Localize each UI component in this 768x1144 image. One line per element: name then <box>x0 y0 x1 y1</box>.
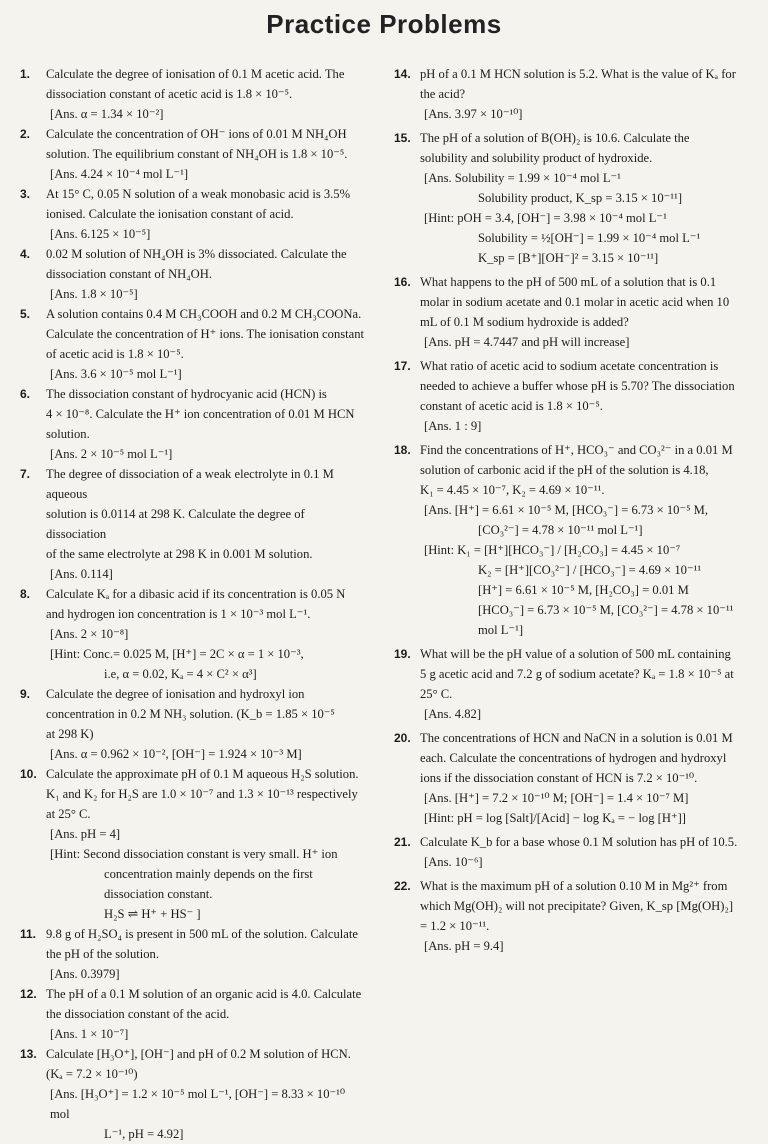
problem-text-line: solution of carbonic acid if the pH of the solution is 4.18, <box>420 463 709 477</box>
problem-text-line: solution. <box>46 427 90 441</box>
problem-item <box>20 1044 365 1144</box>
page-title: Practice Problems <box>266 9 502 39</box>
problem-text-line: The dissociation constant of hydrocyanic acid (HCN) is <box>46 387 327 401</box>
problem-item <box>20 464 365 584</box>
problem-item <box>20 244 365 304</box>
answer-line: [CO₃²⁻] = 4.78 × 10⁻¹¹ mol L⁻¹] <box>478 523 643 537</box>
answer-line: concentration mainly depends on the first dissociation constant. <box>104 867 313 901</box>
answer-line: i.e, α = 0.02, Kₐ = 4 × C² × α³] <box>104 667 257 681</box>
problem-number: 2. <box>20 127 31 141</box>
answer-line: [Ans. 10⁻⁶] <box>424 855 483 869</box>
problem-text-line: constant of acetic acid is 1.8 × 10⁻⁵. <box>420 399 603 413</box>
problem-text-line: dissociation constant of NH₄OH. <box>46 267 212 281</box>
problem-text-line: 9.8 g of H₂SO₄ is present in 500 mL of the solution. Calculate <box>46 927 358 941</box>
problem-number: 10. <box>20 767 37 781</box>
problem-text-line: What ratio of acetic acid to sodium acetate concentration is <box>420 359 719 373</box>
problem-item <box>20 764 365 924</box>
answer-line: Solubility = ½[OH⁻] = 1.99 × 10⁻⁴ mol L⁻¹ <box>478 231 701 245</box>
problem-number: 13. <box>20 1047 37 1061</box>
problem-text-line: (Kₐ = 7.2 × 10⁻¹⁰) <box>46 1067 138 1081</box>
left-column <box>20 64 365 1144</box>
problem-text-line: pH of a 0.1 M HCN solution is 5.2. What is the value of Kₐ for <box>420 67 736 81</box>
problem-text-line: needed to achieve a buffer whose pH is 5.70? The dissociation <box>420 379 735 393</box>
problem-text-line: At 15° C, 0.05 N solution of a weak monobasic acid is 3.5% <box>46 187 351 201</box>
problem-text-line: the acid? <box>420 87 466 101</box>
problem-number: 20. <box>394 731 411 745</box>
problem-item <box>20 124 365 184</box>
hint-line: [Hint: pH = log [Salt]/[Acid] − log Kₐ = − log [H⁺]] <box>424 811 687 825</box>
answer-line: [Ans. pH = 9.4] <box>424 939 504 953</box>
problem-number: 4. <box>20 247 31 261</box>
problem-number: 14. <box>394 67 411 81</box>
problem-number: 16. <box>394 275 411 289</box>
problem-text-line: Find the concentrations of H⁺, HCO₃⁻ and CO₃²⁻ in a 0.01 M <box>420 443 733 457</box>
problem-number: 19. <box>394 647 411 661</box>
problem-text-line: at 298 K) <box>46 727 94 741</box>
answer-line: [Ans. [H⁺] = 6.61 × 10⁻⁵ M, [HCO₃⁻] = 6.73 × 10⁻⁵ M, <box>424 503 709 517</box>
answer-line: [Ans. 4.24 × 10⁻⁴ mol L⁻¹] <box>50 167 189 181</box>
problem-item <box>20 924 365 984</box>
problem-text-line: The pH of a solution of B(OH)₂ is 10.6. Calculate the <box>420 131 690 145</box>
answer-line: H₂S ⇌ H⁺ + HS⁻ ] <box>104 907 201 921</box>
problem-text-line: Calculate Kₐ for a dibasic acid if its concentration is 0.05 N <box>46 587 346 601</box>
problem-number: 11. <box>20 927 37 941</box>
problem-item <box>20 584 365 684</box>
problem-item <box>394 440 746 640</box>
problem-number: 22. <box>394 879 411 893</box>
problem-text-line: and hydrogen ion concentration is 1 × 10⁻³ mol L⁻¹. <box>46 607 311 621</box>
problem-text-line: each. Calculate the concentrations of hydrogen and hydroxyl <box>420 751 727 765</box>
answer-line: [Ans. α = 1.34 × 10⁻²] <box>50 107 164 121</box>
hint-line: [Hint: K₁ = [H⁺][HCO₃⁻] / [H₂CO₃] = 4.45 × 10⁻⁷ <box>424 543 681 557</box>
problem-text-line: 5 g acetic acid and 7.2 g of sodium acetate? Kₐ = 1.8 × 10⁻⁵ at <box>420 667 734 681</box>
problem-text-line: of acetic acid is 1.8 × 10⁻⁵. <box>46 347 184 361</box>
problem-item <box>394 64 746 124</box>
problem-number: 12. <box>20 987 37 1001</box>
problem-item <box>394 876 746 956</box>
problem-text-line: K₁ and K₂ for H₂S are 1.0 × 10⁻⁷ and 1.3 × 10⁻¹³ respectively <box>46 787 358 801</box>
answer-line: [Ans. 3.97 × 10⁻¹⁰] <box>424 107 523 121</box>
answer-line: [HCO₃⁻] = 6.73 × 10⁻⁵ M, [CO₃²⁻] = 4.78 × 10⁻¹¹ mol L⁻¹] <box>478 603 734 637</box>
answer-line: [Ans. 1.8 × 10⁻⁵] <box>50 287 138 301</box>
problem-number: 3. <box>20 187 31 201</box>
problem-item <box>394 644 746 724</box>
problem-number: 17. <box>394 359 411 373</box>
problem-text-line: What happens to the pH of 500 mL of a solution that is 0.1 <box>420 275 717 289</box>
problem-item <box>20 684 365 764</box>
problem-text-line: What will be the pH value of a solution of 500 mL containing <box>420 647 731 661</box>
problem-text-line: Calculate the degree of ionisation and hydroxyl ion <box>46 687 305 701</box>
problem-item <box>20 64 365 124</box>
answer-line: [Ans. 6.125 × 10⁻⁵] <box>50 227 151 241</box>
problem-item <box>394 272 746 352</box>
problem-item <box>394 728 746 828</box>
problem-text-line: 0.02 M solution of NH₄OH is 3% dissociated. Calculate the <box>46 247 347 261</box>
problem-item <box>20 304 365 384</box>
problem-text-line: The pH of a 0.1 M solution of an organic acid is 4.0. Calculate <box>46 987 362 1001</box>
problem-text-line: solution. The equilibrium constant of NH₄OH is 1.8 × 10⁻⁵. <box>46 147 348 161</box>
problem-number: 18. <box>394 443 411 457</box>
problem-text-line: which Mg(OH)₂ will not precipitate? Given, K_sp [Mg(OH)₂] <box>420 899 734 913</box>
hint-line: [Hint: Second dissociation constant is very small. H⁺ ion <box>50 847 338 861</box>
problem-text-line: Calculate the approximate pH of 0.1 M aqueous H₂S solution. <box>46 767 359 781</box>
problem-text-line: ionised. Calculate the ionisation constant of acid. <box>46 207 294 221</box>
answer-line: [H⁺] = 6.61 × 10⁻⁵ M, [H₂CO₃] = 0.01 M <box>478 583 689 597</box>
problem-text-line: ions if the dissociation constant of HCN is 7.2 × 10⁻¹⁰. <box>420 771 698 785</box>
answer-line: [Ans. pH = 4.7447 and pH will increase] <box>424 335 630 349</box>
problem-text-line: solution is 0.0114 at 298 K. Calculate the degree of dissociation <box>46 507 305 541</box>
answer-line: [Ans. α = 0.962 × 10⁻², [OH⁻] = 1.924 × 10⁻³ M] <box>50 747 302 761</box>
problem-text-line: The concentrations of HCN and NaCN in a solution is 0.01 M <box>420 731 733 745</box>
problem-text-line: 25° C. <box>420 687 453 701</box>
answer-line: [Ans. 3.6 × 10⁻⁵ mol L⁻¹] <box>50 367 182 381</box>
answer-line: K₂ = [H⁺][CO₃²⁻] / [HCO₃⁻] = 4.69 × 10⁻¹¹ <box>478 563 702 577</box>
problem-item <box>394 356 746 436</box>
problem-item <box>20 984 365 1044</box>
problem-number: 5. <box>20 307 31 321</box>
problem-number: 1. <box>20 67 31 81</box>
answer-line: [Ans. 1 : 9] <box>424 419 482 433</box>
problem-item <box>20 384 365 464</box>
problem-text-line: The degree of dissociation of a weak electrolyte in 0.1 M aqueous <box>46 467 334 501</box>
problem-text-line: of the same electrolyte at 298 K in 0.001 M solution. <box>46 547 313 561</box>
answer-line: L⁻¹, pH = 4.92] <box>104 1127 184 1141</box>
problem-text-line: Calculate the concentration of OH⁻ ions of 0.01 M NH₄OH <box>46 127 347 141</box>
answer-line: [Ans. pH = 4] <box>50 827 121 841</box>
answer-line: Solubility product, K_sp = 3.15 × 10⁻¹¹] <box>478 191 683 205</box>
problem-number: 15. <box>394 131 411 145</box>
answer-line: K_sp = [B⁺][OH⁻]² = 3.15 × 10⁻¹¹] <box>478 251 659 265</box>
right-column <box>394 64 746 960</box>
answer-line: [Ans. 0.3979] <box>50 967 120 981</box>
problem-text-line: the dissociation constant of the acid. <box>46 1007 230 1021</box>
answer-line: [Ans. Solubility = 1.99 × 10⁻⁴ mol L⁻¹ <box>424 171 621 185</box>
answer-line: [Ans. 0.114] <box>50 567 113 581</box>
problem-text-line: dissociation constant of acetic acid is 1.8 × 10⁻⁵. <box>46 87 293 101</box>
problem-text-line: at 25° C. <box>46 807 91 821</box>
problem-text-line: mL of 0.1 M sodium hydroxide is added? <box>420 315 629 329</box>
problem-number: 21. <box>394 835 411 849</box>
hint-line: [Hint: pOH = 3.4, [OH⁻] = 3.98 × 10⁻⁴ mol L⁻¹ <box>424 211 667 225</box>
problem-text-line: molar in sodium acetate and 0.1 molar in acetic acid when 10 <box>420 295 730 309</box>
problem-text-line: concentration in 0.2 M NH₃ solution. (K_b = 1.85 × 10⁻⁵ <box>46 707 335 721</box>
problem-text-line: the pH of the solution. <box>46 947 159 961</box>
answer-line: [Ans. [H⁺] = 7.2 × 10⁻¹⁰ M; [OH⁻] = 1.4 × 10⁻⁷ M] <box>424 791 689 805</box>
problem-text-line: Calculate [H₃O⁺], [OH⁻] and pH of 0.2 M solution of HCN. <box>46 1047 351 1061</box>
problem-text-line: What is the maximum pH of a solution 0.10 M in Mg²⁺ from <box>420 879 728 893</box>
problem-number: 9. <box>20 687 31 701</box>
problem-text-line: solubility and solubility product of hydroxide. <box>420 151 653 165</box>
answer-line: [Ans. 4.82] <box>424 707 482 721</box>
problem-text-line: A solution contains 0.4 M CH₃COOH and 0.2 M CH₃COONa. <box>46 307 362 321</box>
answer-line: [Ans. 2 × 10⁻⁸] <box>50 627 129 641</box>
problem-text-line: Calculate the concentration of H⁺ ions. The ionisation constant <box>46 327 365 341</box>
problem-text-line: = 1.2 × 10⁻¹¹. <box>420 919 490 933</box>
problem-item <box>20 184 365 244</box>
problem-number: 8. <box>20 587 31 601</box>
problem-text-line: K₁ = 4.45 × 10⁻⁷, K₂ = 4.69 × 10⁻¹¹. <box>420 483 605 497</box>
problem-number: 7. <box>20 467 31 481</box>
problem-text-line: 4 × 10⁻⁸. Calculate the H⁺ ion concentration of 0.01 M HCN <box>46 407 355 421</box>
problem-item <box>394 832 746 872</box>
answer-line: [Ans. 2 × 10⁻⁵ mol L⁻¹] <box>50 447 173 461</box>
problem-text-line: Calculate K_b for a base whose 0.1 M solution has pH of 10.5. <box>420 835 738 849</box>
problem-text-line: Calculate the degree of ionisation of 0.1 M acetic acid. The <box>46 67 345 81</box>
answer-line: [Ans. [H₃O⁺] = 1.2 × 10⁻⁵ mol L⁻¹, [OH⁻] = 8.33 × 10⁻¹⁰ mol <box>50 1087 345 1121</box>
problem-number: 6. <box>20 387 31 401</box>
problem-item <box>394 128 746 268</box>
answer-line: [Ans. 1 × 10⁻⁷] <box>50 1027 129 1041</box>
hint-line: [Hint: Conc.= 0.025 M, [H⁺] = 2C × α = 1 × 10⁻³, <box>50 647 304 661</box>
